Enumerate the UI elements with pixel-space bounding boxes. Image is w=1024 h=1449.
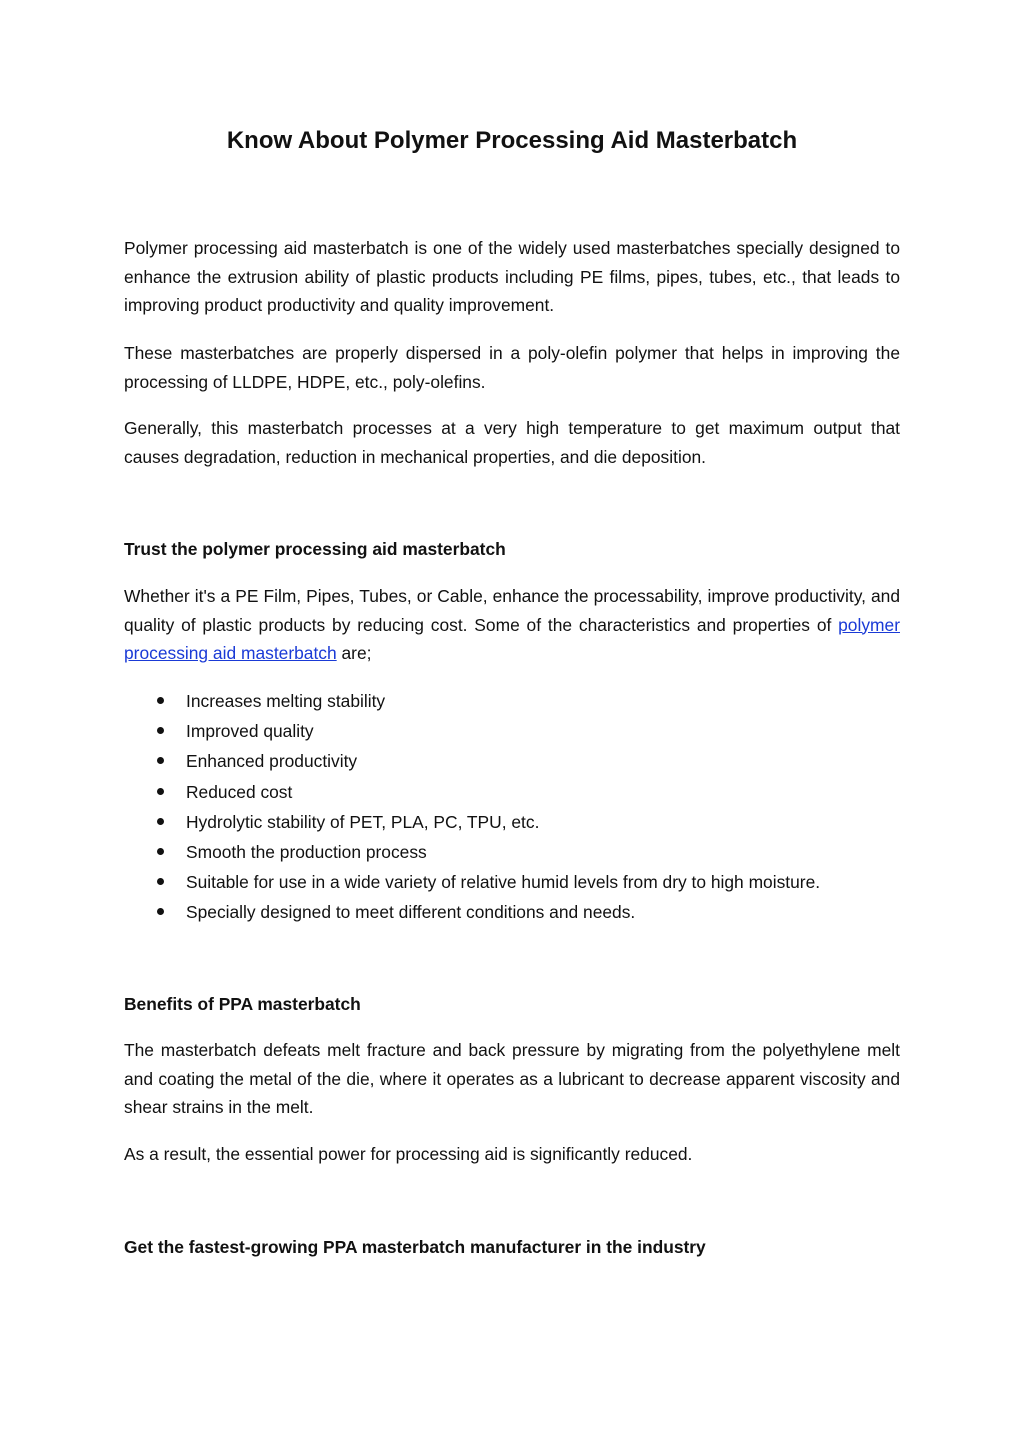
bullet-icon	[157, 908, 164, 915]
list-item-text: Enhanced productivity	[186, 751, 358, 772]
list-item	[124, 807, 900, 837]
trust-heading: Trust the polymer processing aid masterbatch	[124, 539, 506, 559]
intro-text-3: Generally, this masterbatch processes at a very high temperature to get maximum output that causes degradation, reduction in mechanical properties, and die deposition.	[124, 418, 900, 467]
bullet-icon	[157, 878, 164, 885]
list-item-text: Hydrolytic stability of PET, PLA, PC, TPU, etc.	[186, 811, 540, 832]
list-item-text: Reduced cost	[186, 781, 293, 802]
bullet-icon	[157, 697, 164, 704]
get-heading: Get the fastest-growing PPA masterbatch manufacturer in the industry	[124, 1237, 706, 1257]
trust-text-after-link: are;	[336, 643, 372, 663]
benefits-section	[124, 990, 900, 1018]
intro-paragraph-3	[124, 414, 900, 471]
benefits-paragraph-1	[124, 1036, 900, 1122]
trust-section	[124, 535, 900, 563]
bullet-icon	[157, 818, 164, 825]
list-item	[124, 837, 900, 867]
list-item	[124, 686, 900, 716]
get-section	[124, 1233, 900, 1261]
bullet-icon	[157, 727, 164, 734]
list-item-text: Smooth the production process	[186, 841, 427, 862]
benefits-text-2: As a result, the essential power for processing aid is significantly reduced.	[124, 1144, 693, 1164]
list-item-text: Suitable for use in a wide variety of relative humid levels from dry to high moisture.	[186, 872, 821, 893]
page-title: Know About Polymer Processing Aid Masterbatch	[226, 127, 798, 154]
list-item	[124, 716, 900, 746]
list-item-text: Increases melting stability	[186, 691, 386, 711]
characteristics-list	[124, 686, 900, 928]
benefits-text-1: The masterbatch defeats melt fracture and back pressure by migrating from the polyethylene melt and coating the metal of the die, where it operates as a lubricant to decrease apparent viscosity and shear strains in the melt.	[124, 1040, 900, 1117]
intro-text-2: These masterbatches are properly dispersed in a poly-olefin polymer that helps in improving the processing of LLDPE, HDPE, etc., poly-olefins.	[124, 343, 900, 392]
list-item	[124, 746, 900, 776]
intro-paragraph-1	[124, 234, 900, 320]
bullet-icon	[157, 788, 164, 795]
list-item-text: Specially designed to meet different conditions and needs.	[186, 902, 636, 923]
trust-paragraph	[124, 582, 900, 668]
list-item	[124, 897, 900, 927]
characteristics-list-container	[124, 686, 900, 928]
intro-paragraph-2	[124, 339, 900, 396]
benefits-paragraph-2	[124, 1140, 900, 1169]
benefits-heading: Benefits of PPA masterbatch	[124, 994, 361, 1014]
ppa-masterbatch-link[interactable]: polymer processing aid masterbatch	[124, 614, 900, 663]
bullet-icon	[157, 757, 164, 764]
trust-text-before-link: Whether it's a PE Film, Pipes, Tubes, or Cable, enhance the processability, improve productivity, and quality of plastic products by reducing cost. Some of the characteristics and properties of	[124, 586, 900, 635]
intro-text-1: Polymer processing aid masterbatch is one of the widely used masterbatches specially designed to enhance the extrusion ability of plastic products including PE films, pipes, tubes, etc., that leads to improving product productivity and quality improvement.	[124, 238, 900, 315]
list-item	[124, 867, 900, 897]
list-item	[124, 777, 900, 807]
list-item-text: Improved quality	[186, 721, 314, 742]
bullet-icon	[157, 848, 164, 855]
trust-text	[124, 582, 900, 668]
